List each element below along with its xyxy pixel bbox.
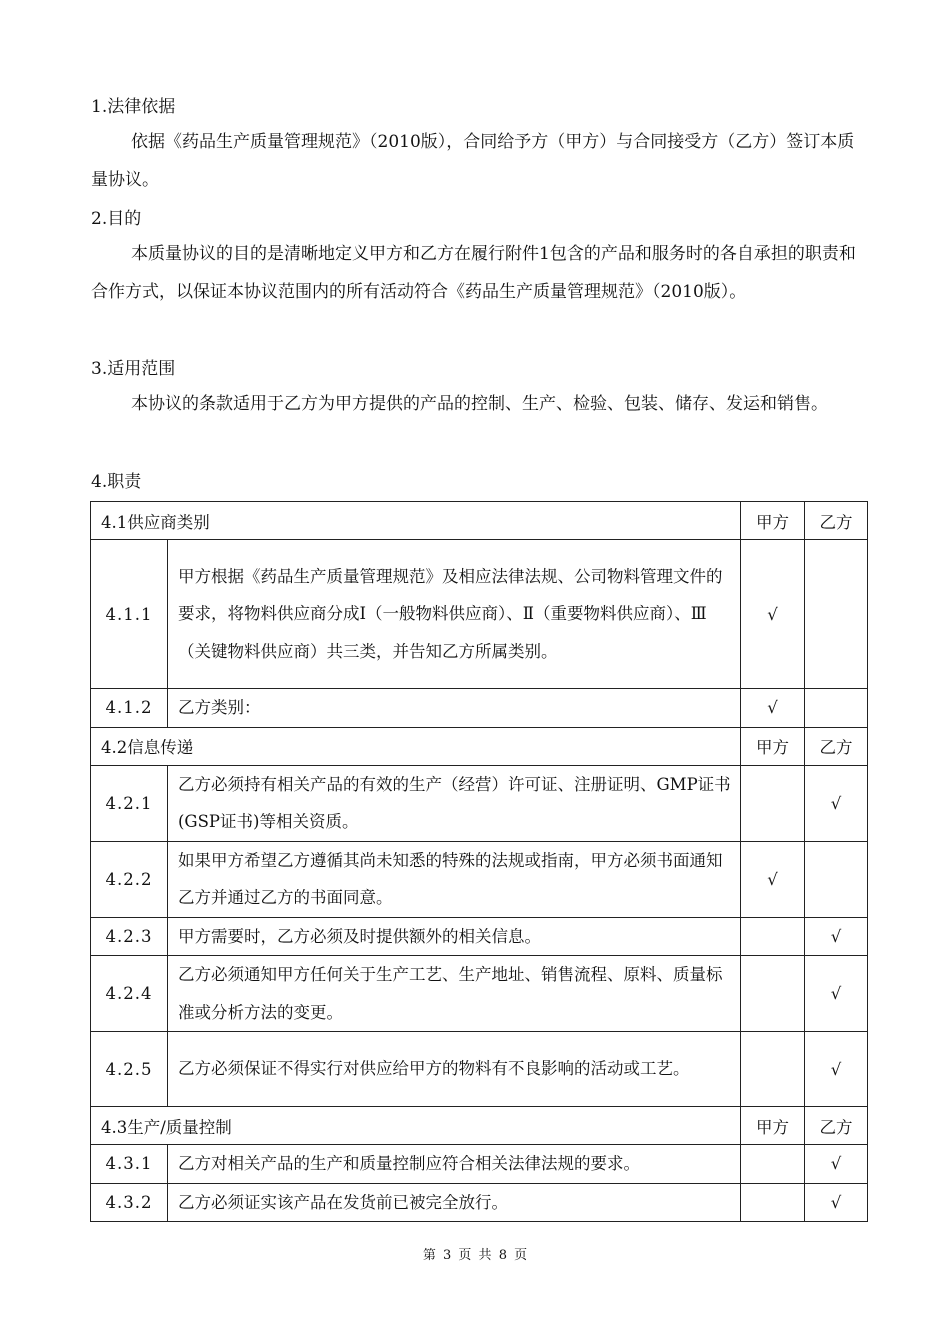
party-a-header: 甲方 [741,727,805,765]
row-number: 4.1.2 [91,689,168,728]
table-row [91,689,868,728]
table-row [91,841,868,917]
table-row [91,956,868,1032]
party-a-check [741,917,805,956]
table-row [91,917,868,956]
party-a-header: 甲方 [741,502,805,540]
table-section-header [91,1107,868,1145]
party-b-check [805,540,868,689]
row-number: 4.3.2 [91,1183,168,1222]
party-a-header: 甲方 [741,1107,805,1145]
row-text: 乙方对相关产品的生产和质量控制应符合相关法律法规的要求。 [168,1145,741,1184]
table-section-header [91,727,868,765]
row-number: 4.2.3 [91,917,168,956]
party-b-check [805,689,868,728]
section-1-body: 依据《药品生产质量管理规范》（2010版），合同给予方（甲方）与合同接受方（乙方）签订本质量协议。 [91,132,855,190]
row-text: 乙方必须通知甲方任何关于生产工艺、生产地址、销售流程、原料、质量标准或分析方法的变更。 [168,956,741,1032]
row-text: 甲方根据《药品生产质量管理规范》及相应法律法规、公司物料管理文件的要求，将物料供应商分成Ⅰ（一般物料供应商）、Ⅱ（重要物料供应商）、Ⅲ（关键物料供应商）共三类，并告知乙方所属类别。 [168,540,741,689]
row-text: 乙方必须保证不得实行对供应给甲方的物料有不良影响的活动或工艺。 [168,1032,741,1107]
table-row [91,765,868,841]
row-number: 4.2.5 [91,1032,168,1107]
party-b-header: 乙方 [805,502,868,540]
section-2-body: 本质量协议的目的是清晰地定义甲方和乙方在履行附件1包含的产品和服务时的各自承担的职责和合作方式，以保证本协议范围内的所有活动符合《药品生产质量管理规范》（2010版）。 [91,244,856,302]
party-a-check [741,1145,805,1184]
party-b-header: 乙方 [805,1107,868,1145]
party-a-check: √ [741,540,805,689]
row-number: 4.2.1 [91,765,168,841]
row-text: 甲方需要时，乙方必须及时提供额外的相关信息。 [168,917,741,956]
row-number: 4.2.4 [91,956,168,1032]
responsibility-table [90,501,868,1222]
row-text: 如果甲方希望乙方遵循其尚未知悉的特殊的法规或指南，甲方必须书面通知乙方并通过乙方的书面同意。 [168,841,741,917]
table-row [91,1183,868,1222]
party-b-check: √ [805,1145,868,1184]
section-3-body: 本协议的条款适用于乙方为甲方提供的产品的控制、生产、检验、包装、储存、发运和销售。 [131,394,828,414]
row-number: 4.2.2 [91,841,168,917]
party-a-check [741,1032,805,1107]
party-a-check: √ [741,689,805,728]
table-row [91,540,868,689]
section-3-title: 3.适用范围 [91,359,176,379]
row-number: 4.3.1 [91,1145,168,1184]
party-b-check: √ [805,765,868,841]
party-a-check [741,1183,805,1222]
page-footer: 第 3 页 共 8 页 [422,1248,528,1263]
party-a-check [741,765,805,841]
table-row [91,1032,868,1107]
section-title: 4.3生产/质量控制 [91,1107,741,1145]
row-number: 4.1.1 [91,540,168,689]
party-b-header: 乙方 [805,727,868,765]
section-4-title: 4.职责 [91,472,142,492]
table-section-header [91,502,868,540]
section-title: 4.2信息传递 [91,727,741,765]
section-1-title: 1.法律依据 [91,97,176,117]
section-title: 4.1供应商类别 [91,502,741,540]
party-a-check [741,956,805,1032]
row-text: 乙方必须持有相关产品的有效的生产（经营）许可证、注册证明、GMP证书(GSP证书)等相关资质。 [168,765,741,841]
row-text: 乙方类别： [168,689,741,728]
party-b-check: √ [805,917,868,956]
row-text: 乙方必须证实该产品在发货前已被完全放行。 [168,1183,741,1222]
section-2-title: 2.目的 [91,209,142,229]
party-b-check [805,841,868,917]
party-b-check: √ [805,956,868,1032]
party-b-check: √ [805,1032,868,1107]
table-row [91,1145,868,1184]
party-a-check: √ [741,841,805,917]
party-b-check: √ [805,1183,868,1222]
